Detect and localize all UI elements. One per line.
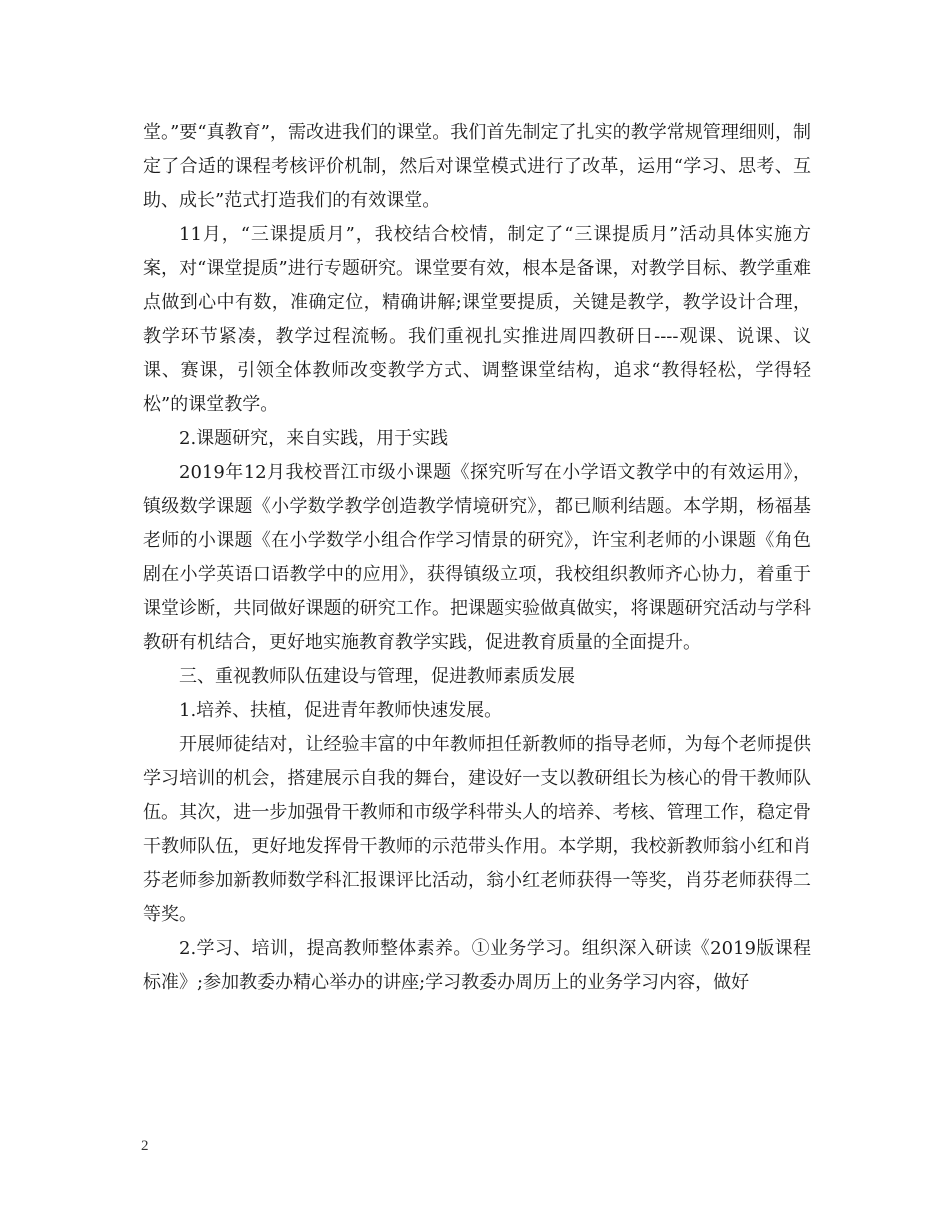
paragraph-8: 2.学习、培训，提高教师整体素养。①业务学习。组织深入研读《2019版课程标准》;参加教委办精心举办的讲座;学习教委办周历上的业务学习内容，做好 (143, 938, 811, 993)
paragraph-7: 开展师徒结对，让经验丰富的中年教师担任新教师的指导老师，为每个老师提供学习培训的机会，搭建展示自我的舞台，建设好一支以教研组长为核心的骨干教师队伍。其次，进一步加强骨干教师和市级学科带头人的培养、考核、管理工作，稳定骨干教师队伍，更好地发挥骨干教师的示范带头作用。本学期，我校新教师翁小红和肖芬老师参加新教师数学科汇报课评比活动，翁小红老师获得一等奖，肖芬老师获得二等奖。 (143, 734, 811, 925)
subheading-young-teachers: 1.培养、扶植，促进青年教师快速发展。 (179, 700, 503, 721)
page-number: 2 (141, 1138, 149, 1154)
paragraph-1: 堂。”要“真教育”，需改进我们的课堂。我们首先制定了扎实的教学常规管理细则，制定了合适的课程考核评价机制，然后对课堂模式进行了改革，运用“学习、思考、互助、成长”范式打造我们的有效课堂。 (143, 122, 811, 211)
paragraph-4: 2019年12月我校晋江市级小课题《探究听写在小学语文教学中的有效运用》，镇级数学课题《小学数学教学创造教学情境研究》，都已顺利结题。本学期，杨福基老师的小课题《在小学数学小组合作学习情景的研究》，许宝利老师的小课题《角色剧在小学英语口语教学中的应用》，获得镇级立项，我校组织教师齐心协力，着重于课堂诊断，共同做好课题的研究工作。把课题实验做真做实，将课题研究活动与学科教研有机结合，更好地实施教育教学实践，促进教育质量的全面提升。 (143, 462, 811, 653)
section-heading-topic-research: 2.课题研究，来自实践，用于实践 (179, 428, 449, 449)
paragraph-2: 11月，“三课提质月”，我校结合校情，制定了“三课提质月”活动具体实施方案，对“课堂提质”进行专题研究。课堂要有效，根本是备课，对教学目标、教学重难点做到心中有数，准确定位，精确讲解;课堂要提质，关键是教学，教学设计合理，教学环节紧凑，教学过程流畅。我们重视扎实推进周四教研日----观课、说课、议课、赛课，引领全体教师改变教学方式、调整课堂结构，追求“教得轻松，学得轻松”的课堂教学。 (143, 224, 811, 415)
section-heading-teacher-team: 三、重视教师队伍建设与管理，促进教师素质发展 (179, 666, 575, 687)
document-body (143, 116, 811, 1000)
